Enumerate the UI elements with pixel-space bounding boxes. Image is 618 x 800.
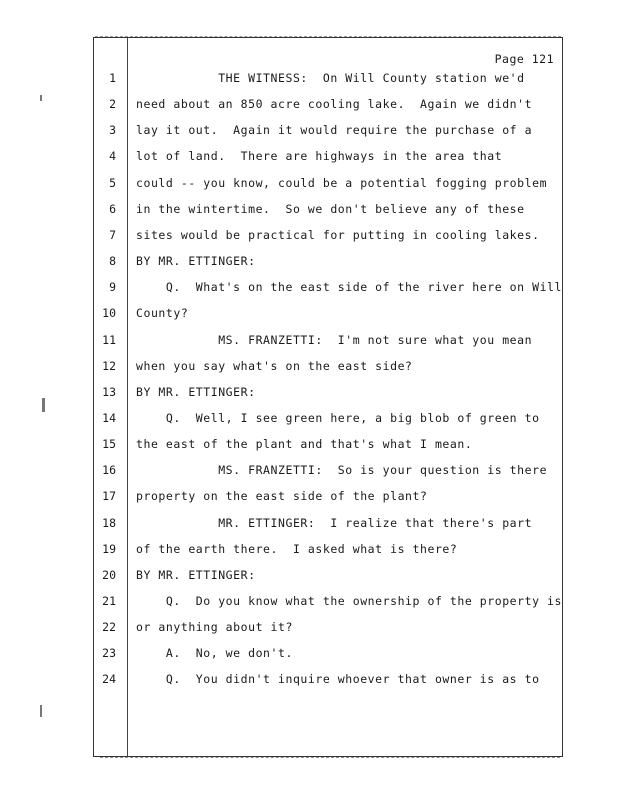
line-text: THE WITNESS: On Will County station we'd — [136, 71, 525, 85]
line-text: BY MR. ETTINGER: — [136, 567, 256, 582]
line-text: Q. Do you know what the ownership of the property is — [136, 594, 562, 608]
transcript-line — [0, 437, 618, 457]
line-number: 15 — [102, 437, 116, 452]
line-text: need about an 850 acre cooling lake. Again we didn't — [136, 97, 533, 112]
transcript-line — [0, 123, 618, 143]
line-number: 3 — [109, 123, 116, 138]
line-number: 13 — [102, 384, 116, 399]
line-text: of the earth there. I asked what is there? — [136, 541, 458, 556]
line-text: lot of land. There are highways in the area that — [136, 149, 503, 164]
line-text: or anything about it? — [136, 620, 293, 635]
transcript-line — [0, 254, 618, 274]
line-number: 11 — [102, 332, 116, 347]
line-number: 4 — [109, 149, 116, 164]
transcript-line — [0, 385, 618, 405]
transcript-line — [0, 568, 618, 588]
transcript-line — [0, 516, 618, 536]
transcript-line — [0, 149, 618, 169]
line-text: could -- you know, could be a potential fogging problem — [136, 175, 548, 190]
transcript-line — [0, 489, 618, 509]
scan-speck — [40, 705, 42, 717]
transcript-line — [0, 71, 618, 91]
line-text: MS. FRANZETTI: So is your question is there — [136, 463, 548, 478]
line-number: 2 — [109, 97, 116, 112]
line-text: MS. FRANZETTI: I'm not sure what you mean — [136, 332, 533, 347]
transcript-line — [0, 646, 618, 666]
line-number: 8 — [109, 254, 116, 268]
line-number: 9 — [109, 280, 116, 295]
line-text: sites would be practical for putting in cooling lakes. — [136, 227, 540, 242]
transcript-line — [0, 463, 618, 483]
line-text: Q. You didn't inquire whoever that owner is as to — [136, 672, 540, 687]
line-text: Q. Well, I see green here, a big blob of green to — [136, 410, 540, 425]
line-number: 17 — [102, 489, 116, 504]
line-number: 5 — [109, 175, 116, 190]
line-number: 18 — [102, 515, 116, 530]
line-number: 7 — [109, 227, 116, 242]
transcript-line — [0, 620, 618, 640]
transcript-line — [0, 333, 618, 353]
transcript-line — [0, 672, 618, 692]
line-number: 16 — [102, 463, 116, 478]
line-number: 1 — [109, 71, 116, 85]
transcript-line — [0, 280, 618, 300]
line-number: 21 — [102, 594, 116, 608]
line-text: BY MR. ETTINGER: — [136, 384, 256, 399]
transcript-line — [0, 202, 618, 222]
line-text: County? — [136, 306, 189, 321]
line-number: 20 — [102, 567, 116, 582]
line-number: 10 — [102, 306, 116, 321]
line-text: MR. ETTINGER: I realize that there's part — [136, 515, 533, 530]
line-text: BY MR. ETTINGER: — [136, 254, 256, 268]
line-text: A. No, we don't. — [136, 646, 293, 661]
transcript-line — [0, 176, 618, 196]
transcript-line — [0, 594, 618, 614]
transcript-line — [0, 411, 618, 431]
transcript-line — [0, 306, 618, 326]
transcript-line — [0, 542, 618, 562]
line-number: 23 — [102, 646, 116, 661]
line-text: lay it out. Again it would require the purchase of a — [136, 123, 533, 138]
line-number: 22 — [102, 620, 116, 635]
line-text: the east of the plant and that's what I mean. — [136, 437, 473, 452]
line-text: when you say what's on the east side? — [136, 358, 413, 373]
line-number: 24 — [102, 672, 116, 687]
transcript-line — [0, 228, 618, 248]
line-number: 6 — [109, 201, 116, 216]
line-number: 19 — [102, 541, 116, 556]
line-number: 12 — [102, 358, 116, 373]
scan-edge-bottom — [100, 757, 560, 760]
transcript-line — [0, 97, 618, 117]
line-number: 14 — [102, 410, 116, 425]
line-text: in the wintertime. So we don't believe any of these — [136, 201, 525, 216]
line-text: Q. What's on the east side of the river here on Will — [136, 280, 562, 295]
page-number: Page 121 — [494, 52, 554, 66]
transcript-line — [0, 359, 618, 379]
line-text: property on the east side of the plant? — [136, 489, 428, 504]
